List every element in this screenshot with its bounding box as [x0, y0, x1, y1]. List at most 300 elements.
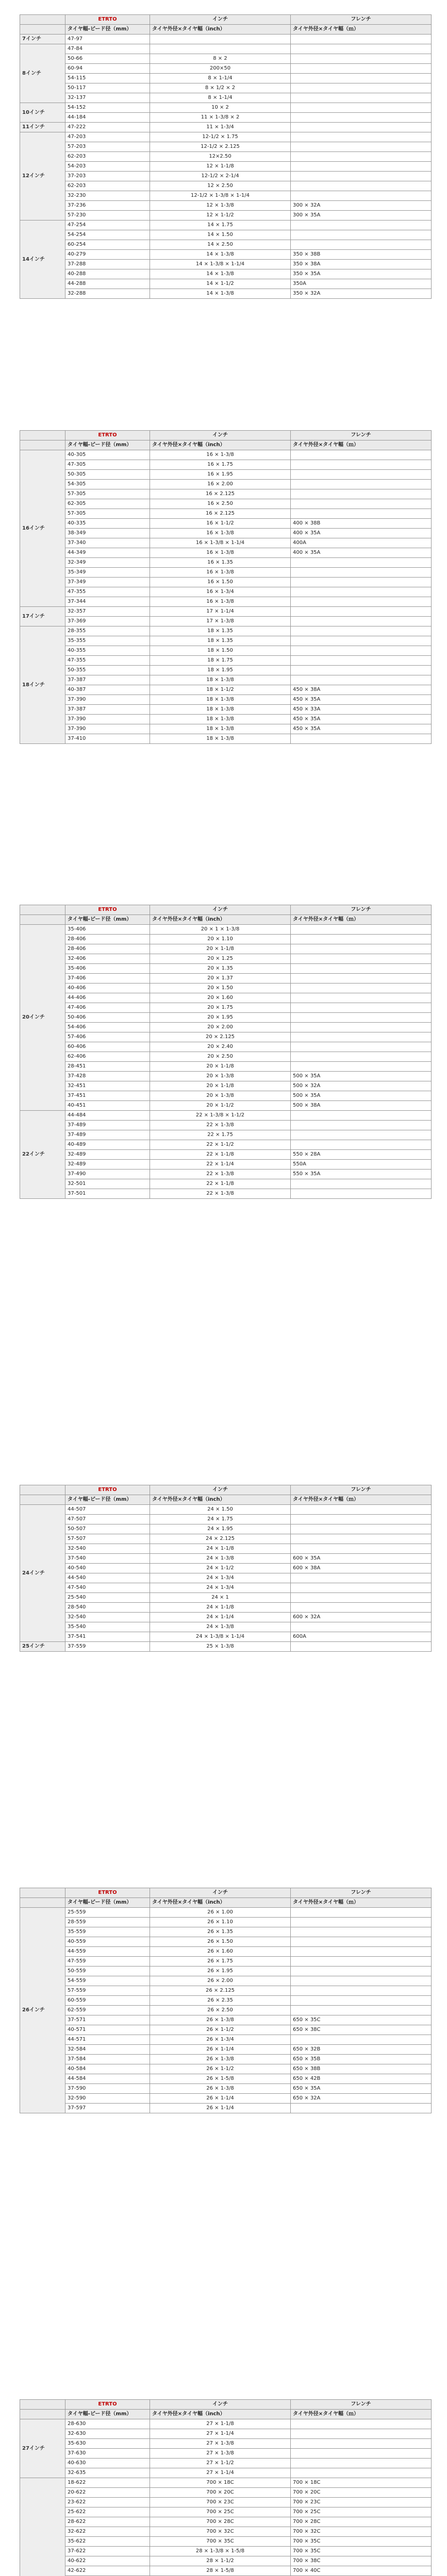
etrto-value: 47-540 [65, 1583, 150, 1593]
header-inch: インチ [150, 1888, 291, 1898]
table-row [20, 152, 432, 162]
etrto-value: 50-355 [65, 666, 150, 675]
inch-value: 12 × 1-3/8 [150, 201, 291, 211]
table-row [20, 1534, 432, 1544]
header-corner [20, 2410, 65, 2419]
table-row [20, 2449, 432, 2459]
inch-value: 20 × 2.00 [150, 1023, 291, 1032]
inch-value: 16 × 1.75 [150, 460, 291, 470]
etrto-value: 37-369 [65, 617, 150, 626]
inch-value: 22 × 1-3/8 [150, 1189, 291, 1199]
etrto-value: 32-489 [65, 1160, 150, 1170]
french-value: 550A [291, 1160, 432, 1170]
table-header-standards [20, 431, 432, 440]
inch-value: 22 × 1-1/8 [150, 1179, 291, 1189]
table-row [20, 44, 432, 54]
table-row [20, 289, 432, 299]
etrto-value: 44-349 [65, 548, 150, 558]
inch-value: 27 × 1-1/8 [150, 2419, 291, 2429]
inch-value: 20 × 1-1/2 [150, 1101, 291, 1111]
table-row [20, 558, 432, 568]
inch-value: 14 × 1.50 [150, 230, 291, 240]
inch-value: 20 × 1.25 [150, 954, 291, 964]
french-value [291, 1111, 432, 1121]
french-value [291, 617, 432, 626]
etrto-value: 32-137 [65, 93, 150, 103]
etrto-value: 28-622 [65, 2517, 150, 2527]
etrto-value: 54-254 [65, 230, 150, 240]
french-value [291, 35, 432, 44]
french-value: 550 × 28A [291, 1150, 432, 1160]
etrto-value: 37-489 [65, 1130, 150, 1140]
etrto-value: 28-630 [65, 2419, 150, 2429]
inch-value: 18 × 1.35 [150, 636, 291, 646]
size-table [20, 14, 432, 299]
etrto-value: 28-540 [65, 1603, 150, 1613]
header-etrto: ETRTO [65, 15, 150, 25]
french-value [291, 954, 432, 964]
french-value [291, 1622, 432, 1632]
inch-value: 22 × 1-1/8 [150, 1150, 291, 1160]
etrto-value: 54-406 [65, 1023, 150, 1032]
inch-value: 17 × 1-1/4 [150, 607, 291, 617]
column-french: タイヤ外径×タイヤ幅（ｍ） [291, 2410, 432, 2419]
table-row [20, 1032, 432, 1042]
etrto-value: 54-152 [65, 103, 150, 113]
french-value: 300 × 35A [291, 211, 432, 221]
etrto-value: 60-559 [65, 1996, 150, 2006]
french-value [291, 1908, 432, 1918]
column-inch: タイヤ外径×タイヤ幅（inch） [150, 1495, 291, 1505]
etrto-value: 37-428 [65, 1072, 150, 1081]
inch-value: 20 × 1.50 [150, 984, 291, 993]
french-value [291, 2459, 432, 2468]
inch-value: 20 × 1-1/8 [150, 1081, 291, 1091]
french-value [291, 142, 432, 152]
inch-value: 26 × 1.10 [150, 1918, 291, 1927]
size-table [20, 1485, 432, 1652]
inch-value: 18 × 1.50 [150, 646, 291, 656]
french-value [291, 1524, 432, 1534]
french-value [291, 1032, 432, 1042]
inch-value: 24 × 1 [150, 1593, 291, 1603]
inch-value: 20 × 2.40 [150, 1042, 291, 1052]
table-header-columns [20, 25, 432, 35]
etrto-value: 35-406 [65, 964, 150, 974]
inch-value: 24 × 1-1/2 [150, 1564, 291, 1573]
table-row [20, 519, 432, 529]
table-row [20, 1013, 432, 1023]
inch-value: 26 × 1.50 [150, 1937, 291, 1947]
table-row [20, 2074, 432, 2084]
french-value: 650 × 38B [291, 2064, 432, 2074]
table-row [20, 2035, 432, 2045]
etrto-value: 57-559 [65, 1986, 150, 1996]
etrto-value: 28-559 [65, 1918, 150, 1927]
french-value [291, 568, 432, 578]
french-value [291, 1189, 432, 1199]
size-group-label: 16インチ [20, 450, 65, 607]
table-row [20, 489, 432, 499]
size-table-block [20, 1888, 431, 2113]
size-table-block [20, 1485, 431, 1652]
header-corner [20, 915, 65, 925]
table-row [20, 480, 432, 489]
table-row [20, 1505, 432, 1515]
french-value [291, 944, 432, 954]
inch-value: 24 × 1-3/4 [150, 1573, 291, 1583]
header-corner [20, 25, 65, 35]
french-value [291, 2439, 432, 2449]
table-row [20, 1593, 432, 1603]
inch-value: 18 × 1-3/8 [150, 675, 291, 685]
french-value: 600 × 38A [291, 1564, 432, 1573]
column-inch: タイヤ外径×タイヤ幅（inch） [150, 440, 291, 450]
french-value [291, 1603, 432, 1613]
french-value [291, 1947, 432, 1957]
etrto-value: 44-559 [65, 1947, 150, 1957]
table-row [20, 1130, 432, 1140]
column-etrto: タイヤ幅-ビード径（mm） [65, 1898, 150, 1908]
table-row [20, 269, 432, 279]
inch-value: 24 × 1-1/4 [150, 1613, 291, 1622]
french-value: 600 × 32A [291, 1613, 432, 1622]
etrto-value: 62-305 [65, 499, 150, 509]
french-value: 650 × 35C [291, 2015, 432, 2025]
inch-value: 14 × 1-3/8 [150, 269, 291, 279]
table-row [20, 1622, 432, 1632]
french-value [291, 1042, 432, 1052]
etrto-value: 35-349 [65, 568, 150, 578]
french-value [291, 1179, 432, 1189]
table-row [20, 1515, 432, 1524]
inch-value: 26 × 1-1/4 [150, 2045, 291, 2055]
french-value: 300 × 32A [291, 201, 432, 211]
french-value: 650 × 32A [291, 2094, 432, 2104]
inch-value: 12 × 1-1/8 [150, 162, 291, 172]
table-row [20, 1179, 432, 1189]
inch-value: 12-1/2 × 1.75 [150, 132, 291, 142]
etrto-value: 47-406 [65, 1003, 150, 1013]
table-row [20, 162, 432, 172]
french-value [291, 1967, 432, 1976]
french-value [291, 460, 432, 470]
inch-value: 26 × 2.50 [150, 2006, 291, 2015]
french-value [291, 1642, 432, 1652]
table-row [20, 2045, 432, 2055]
inch-value: 16 × 1-3/8 [150, 597, 291, 607]
etrto-value: 32-590 [65, 2094, 150, 2104]
table-row [20, 715, 432, 724]
etrto-value: 35-355 [65, 636, 150, 646]
etrto-value: 37-490 [65, 1170, 150, 1179]
etrto-value: 37-390 [65, 724, 150, 734]
french-value [291, 74, 432, 83]
table-row [20, 2478, 432, 2488]
table-row [20, 1042, 432, 1052]
french-value [291, 2449, 432, 2459]
french-value [291, 974, 432, 984]
french-value: 400 × 35A [291, 548, 432, 558]
etrto-value: 37-571 [65, 2015, 150, 2025]
inch-value: 16 × 1-3/8 [150, 529, 291, 538]
header-corner [20, 15, 65, 25]
table-row [20, 705, 432, 715]
etrto-value: 47-84 [65, 44, 150, 54]
table-header-columns [20, 915, 432, 925]
etrto-value: 32-349 [65, 558, 150, 568]
table-row [20, 2507, 432, 2517]
inch-value: 20 × 1 × 1-3/8 [150, 925, 291, 935]
column-inch: タイヤ外径×タイヤ幅（inch） [150, 915, 291, 925]
etrto-value: 40-288 [65, 269, 150, 279]
french-value [291, 470, 432, 480]
etrto-value: 37-584 [65, 2055, 150, 2064]
etrto-value: 37-630 [65, 2449, 150, 2459]
etrto-value: 37-236 [65, 201, 150, 211]
etrto-value: 40-406 [65, 984, 150, 993]
table-row [20, 1603, 432, 1613]
table-row [20, 954, 432, 964]
french-value [291, 993, 432, 1003]
column-french: タイヤ外径×タイヤ幅（ｍ） [291, 25, 432, 35]
header-corner [20, 1888, 65, 1898]
etrto-value: 44-507 [65, 1505, 150, 1515]
inch-value: 10 × 2 [150, 103, 291, 113]
table-row [20, 1957, 432, 1967]
table-row [20, 1544, 432, 1554]
header-etrto: ETRTO [65, 1888, 150, 1898]
table-row [20, 2419, 432, 2429]
french-value: 350 × 38A [291, 260, 432, 269]
french-value [291, 191, 432, 201]
french-value [291, 1927, 432, 1937]
etrto-value: 54-203 [65, 162, 150, 172]
french-value: 650 × 35A [291, 2084, 432, 2094]
french-value [291, 1121, 432, 1130]
inch-value: 16 × 1.35 [150, 558, 291, 568]
inch-value: 14 × 1-3/8 × 1-1/4 [150, 260, 291, 269]
french-value: 450 × 38A [291, 685, 432, 695]
inch-value: 16 × 2.00 [150, 480, 291, 489]
table-row [20, 1189, 432, 1199]
table-row [20, 250, 432, 260]
french-value [291, 675, 432, 685]
inch-value: 26 × 2.125 [150, 1986, 291, 1996]
header-etrto: ETRTO [65, 431, 150, 440]
etrto-value: 62-203 [65, 181, 150, 191]
size-group-label: 10インチ [20, 103, 65, 123]
etrto-value: 42-622 [65, 2566, 150, 2576]
etrto-value: 57-305 [65, 509, 150, 519]
size-group-label: 11インチ [20, 123, 65, 132]
french-value [291, 1003, 432, 1013]
inch-value: 18 × 1.35 [150, 626, 291, 636]
inch-value: 22 × 1-1/2 [150, 1140, 291, 1150]
inch-value: 26 × 1-3/8 [150, 2055, 291, 2064]
etrto-value: 40-559 [65, 1937, 150, 1947]
header-french: フレンチ [291, 15, 432, 25]
inch-value: 18 × 1-3/8 [150, 715, 291, 724]
inch-value: 700 × 20C [150, 2488, 291, 2498]
etrto-value: 23-622 [65, 2498, 150, 2507]
table-row [20, 1160, 432, 1170]
french-value [291, 597, 432, 607]
column-inch: タイヤ外径×タイヤ幅（inch） [150, 25, 291, 35]
inch-value: 26 × 1.60 [150, 1947, 291, 1957]
size-group-label: 22インチ [20, 1111, 65, 1199]
etrto-value: 35-630 [65, 2439, 150, 2449]
etrto-value: 32-489 [65, 1150, 150, 1160]
header-corner [20, 1495, 65, 1505]
inch-value: 12 × 2.50 [150, 181, 291, 191]
etrto-value: 57-203 [65, 142, 150, 152]
inch-value: 27 × 1-1/2 [150, 2459, 291, 2468]
french-value: 650 × 42B [291, 2074, 432, 2084]
french-value: 650 × 38C [291, 2025, 432, 2035]
etrto-value: 60-406 [65, 1042, 150, 1052]
header-corner [20, 1898, 65, 1908]
table-header-standards [20, 15, 432, 25]
inch-value: 26 × 1.95 [150, 1967, 291, 1976]
etrto-value: 57-406 [65, 1032, 150, 1042]
inch-value: 12-1/2 × 2.125 [150, 142, 291, 152]
inch-value: 26 × 1-3/8 [150, 2084, 291, 2094]
etrto-value: 40-540 [65, 1564, 150, 1573]
french-value [291, 925, 432, 935]
etrto-value: 40-279 [65, 250, 150, 260]
french-value [291, 1023, 432, 1032]
french-value [291, 1052, 432, 1062]
french-value: 700 × 40C [291, 2566, 432, 2576]
size-group-label: 25インチ [20, 1642, 65, 1652]
inch-value: 20 × 2.50 [150, 1052, 291, 1062]
french-value [291, 181, 432, 191]
etrto-value: 47-507 [65, 1515, 150, 1524]
table-header-columns [20, 1898, 432, 1908]
table-row [20, 984, 432, 993]
etrto-value: 32-288 [65, 289, 150, 299]
french-value [291, 489, 432, 499]
table-header-columns [20, 1495, 432, 1505]
size-group-label: 8インチ [20, 44, 65, 103]
french-value [291, 1573, 432, 1583]
french-value [291, 123, 432, 132]
etrto-value: 47-203 [65, 132, 150, 142]
french-value: 700 × 28C [291, 2517, 432, 2527]
french-value: 700 × 23C [291, 2498, 432, 2507]
inch-value: 24 × 1.75 [150, 1515, 291, 1524]
table-row [20, 132, 432, 142]
column-etrto: タイヤ幅-ビード径（mm） [65, 915, 150, 925]
french-value: 700 × 35C [291, 2547, 432, 2556]
table-row [20, 666, 432, 675]
inch-value: 24 × 1-3/8 × 1-1/4 [150, 1632, 291, 1642]
french-value: 500 × 38A [291, 1101, 432, 1111]
etrto-value: 60-94 [65, 64, 150, 74]
size-table [20, 905, 432, 1199]
etrto-value: 35-540 [65, 1622, 150, 1632]
french-value: 350 × 35A [291, 269, 432, 279]
french-value: 400A [291, 538, 432, 548]
french-value [291, 2035, 432, 2045]
table-row [20, 646, 432, 656]
french-value: 650 × 32B [291, 2045, 432, 2055]
etrto-value: 37-288 [65, 260, 150, 269]
french-value [291, 1013, 432, 1023]
table-row [20, 260, 432, 269]
table-row [20, 54, 432, 64]
etrto-value: 44-288 [65, 279, 150, 289]
inch-value: 27 × 1-1/4 [150, 2468, 291, 2478]
inch-value: 16 × 1.95 [150, 470, 291, 480]
table-row [20, 2556, 432, 2566]
french-value [291, 558, 432, 568]
inch-value: 26 × 2.00 [150, 1976, 291, 1986]
french-value [291, 1583, 432, 1593]
inch-value: 27 × 1-3/8 [150, 2439, 291, 2449]
inch-value: 8 × 1-1/4 [150, 74, 291, 83]
size-table-block [20, 14, 431, 299]
table-row [20, 1023, 432, 1032]
etrto-value: 40-571 [65, 2025, 150, 2035]
etrto-value: 40-630 [65, 2459, 150, 2468]
etrto-value: 50-305 [65, 470, 150, 480]
table-row [20, 1937, 432, 1947]
inch-value: 700 × 23C [150, 2498, 291, 2507]
etrto-value: 47-97 [65, 35, 150, 44]
french-value [291, 1534, 432, 1544]
header-inch: インチ [150, 1485, 291, 1495]
table-row [20, 935, 432, 944]
etrto-value: 37-387 [65, 705, 150, 715]
french-value: 700 × 32C [291, 2527, 432, 2537]
inch-value: 16 × 1-1/2 [150, 519, 291, 529]
header-etrto: ETRTO [65, 2400, 150, 2410]
table-row [20, 1967, 432, 1976]
french-value: 400 × 35A [291, 529, 432, 538]
french-value [291, 1976, 432, 1986]
french-value: 700 × 25C [291, 2507, 432, 2517]
table-row [20, 587, 432, 597]
table-row [20, 2488, 432, 2498]
table-row [20, 1554, 432, 1564]
table-row [20, 460, 432, 470]
table-header-columns [20, 440, 432, 450]
inch-value: 20 × 2.125 [150, 1032, 291, 1042]
etrto-value: 37-340 [65, 538, 150, 548]
header-french: フレンチ [291, 431, 432, 440]
table-row [20, 1573, 432, 1583]
etrto-value: 32-540 [65, 1613, 150, 1622]
size-group-label: 27インチ [20, 2419, 65, 2478]
etrto-value: 47-222 [65, 123, 150, 132]
table-row [20, 1140, 432, 1150]
etrto-value: 44-484 [65, 1111, 150, 1121]
etrto-value: 50-117 [65, 83, 150, 93]
inch-value: 700 × 28C [150, 2517, 291, 2527]
french-value: 500 × 32A [291, 1081, 432, 1091]
header-etrto: ETRTO [65, 1485, 150, 1495]
french-value [291, 64, 432, 74]
etrto-value: 44-406 [65, 993, 150, 1003]
french-value [291, 152, 432, 162]
french-value [291, 656, 432, 666]
table-row [20, 191, 432, 201]
table-row [20, 2566, 432, 2576]
french-value [291, 132, 432, 142]
french-value [291, 172, 432, 181]
